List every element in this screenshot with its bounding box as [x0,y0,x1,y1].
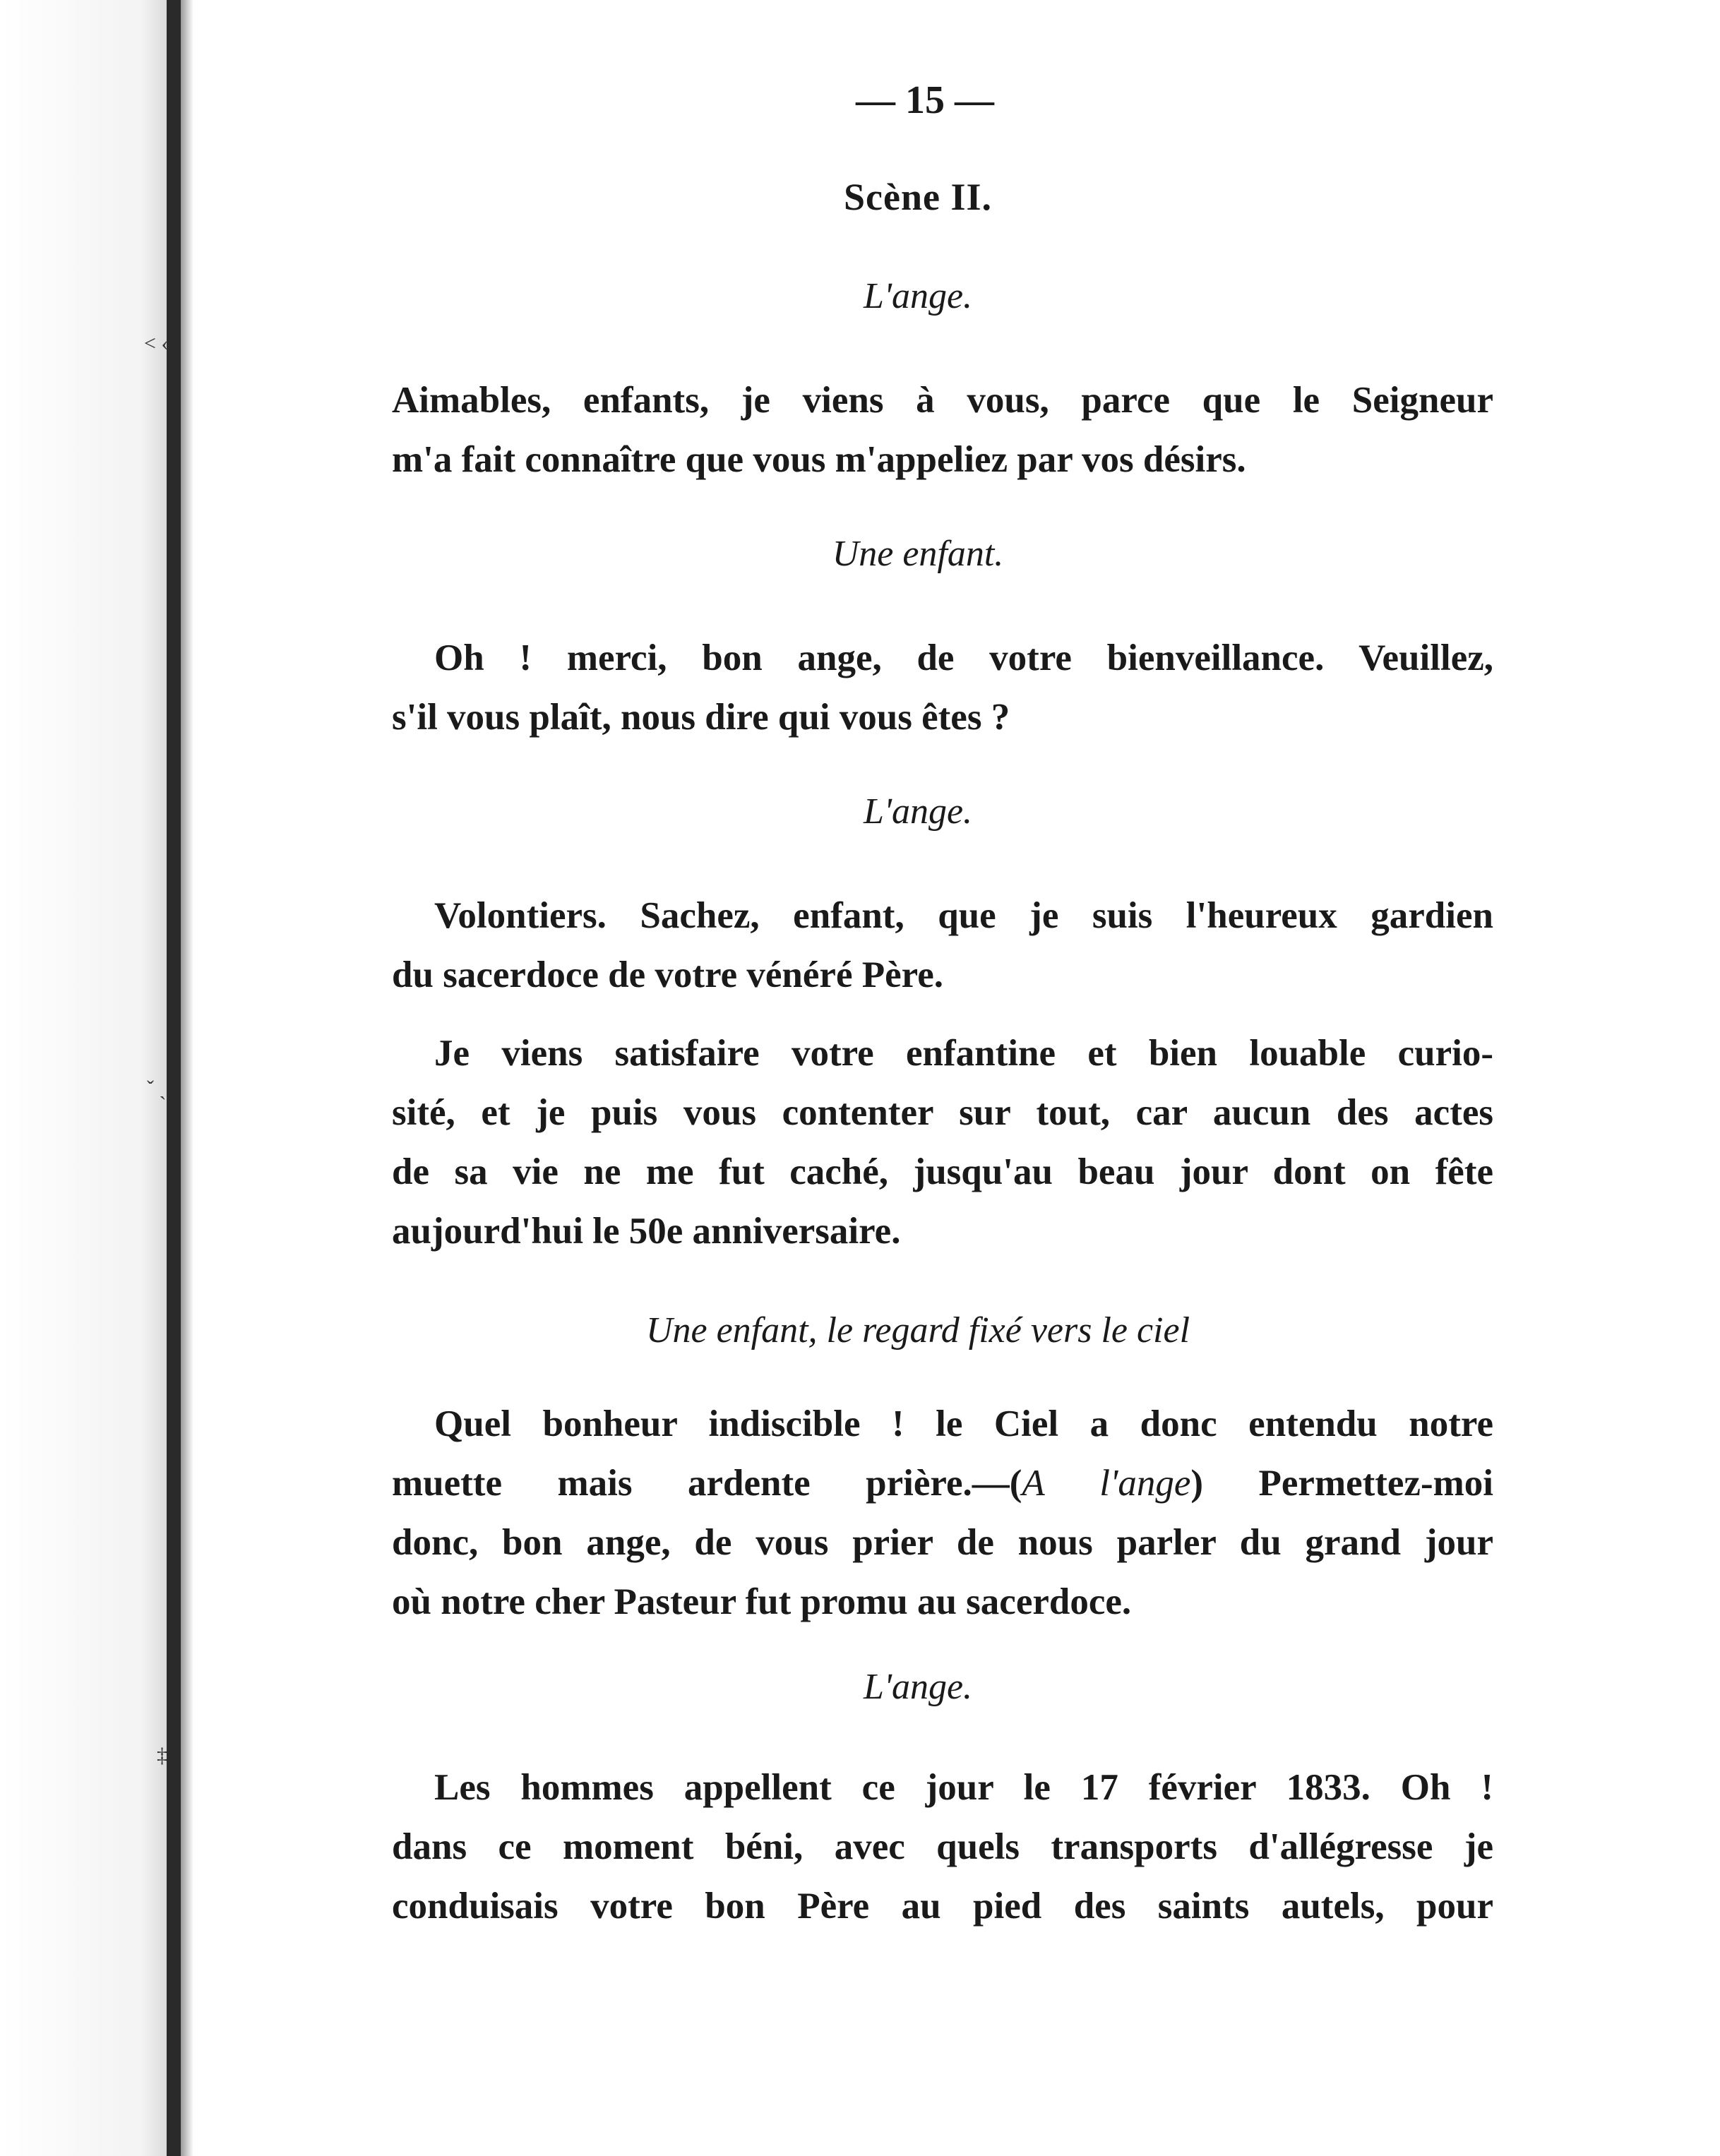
text-segment: ) Permettez-moi [1190,1463,1493,1504]
page-number: — 15 — [856,78,994,122]
dialogue-paragraph [392,628,1493,747]
dialogue-paragraph [392,886,1493,1005]
speaker-label: Une enfant, le regard fixé vers le ciel [645,1310,1190,1351]
text-line: de sa vie ne me fut caché, jusqu'au beau jour dont on fête [392,1151,1493,1192]
text-segment: muette mais ardente prière.—( [392,1463,1022,1504]
dialogue-paragraph [392,371,1493,489]
text-line: donc, bon ange, de vous prier de nous parler du grand jour [392,1522,1493,1563]
speaker-label: L'ange. [863,1667,973,1707]
binding-spine [167,0,181,2156]
dialogue-paragraph [392,1024,1493,1261]
speaker-label: Une enfant. [832,534,1004,574]
text-line: où notre cher Pasteur fut promu au sacerdoce. [392,1581,1132,1622]
text-line: Volontiers. Sachez, enfant, que je suis l'heureux gardien [434,895,1493,936]
text-line: s'il vous plaît, nous dire qui vous êtes ? [392,697,1010,738]
margin-mark: ˇ ˎ [147,1077,167,1100]
text-line [392,1454,1493,1513]
text-line: Aimables, enfants, je viens à vous, parce que le Seigneur [392,380,1493,421]
text-line: Je viens satisfaire votre enfantine et bien louable curio- [434,1033,1493,1074]
page-gutter [0,0,167,2156]
text-line: du sacerdoce de votre vénéré Père. [392,954,943,995]
margin-mark: ‡ [157,1744,167,1767]
scene-heading: Scène II. [844,176,992,218]
speaker-label: L'ange. [863,791,973,832]
text-line: conduisais votre bon Père au pied des saints autels, pour [392,1886,1493,1927]
dialogue-paragraph [392,1394,1493,1631]
text-line: Les hommes appellent ce jour le 17 février 1833. Oh ! [434,1767,1493,1808]
text-line: sité, et je puis vous contenter sur tout, car aucun des actes [392,1092,1493,1133]
dialogue-paragraph [392,1758,1493,1936]
margin-mark: ˂ ‹ [144,332,169,355]
text-line: Oh ! merci, bon ange, de votre bienveillance. Veuillez, [434,637,1493,678]
text-line: dans ce moment béni, avec quels transports d'allégresse je [392,1826,1493,1867]
text-line: m'a fait connaître que vous m'appeliez par vos désirs. [392,439,1246,480]
stage-direction: A l'ange [1022,1463,1191,1504]
text-line: aujourd'hui le 50e anniversaire. [392,1211,901,1252]
binding-edge [181,0,193,2156]
text-line: Quel bonheur indiscible ! le Ciel a donc entendu notre [434,1403,1493,1444]
speaker-label: L'ange. [863,276,973,316]
